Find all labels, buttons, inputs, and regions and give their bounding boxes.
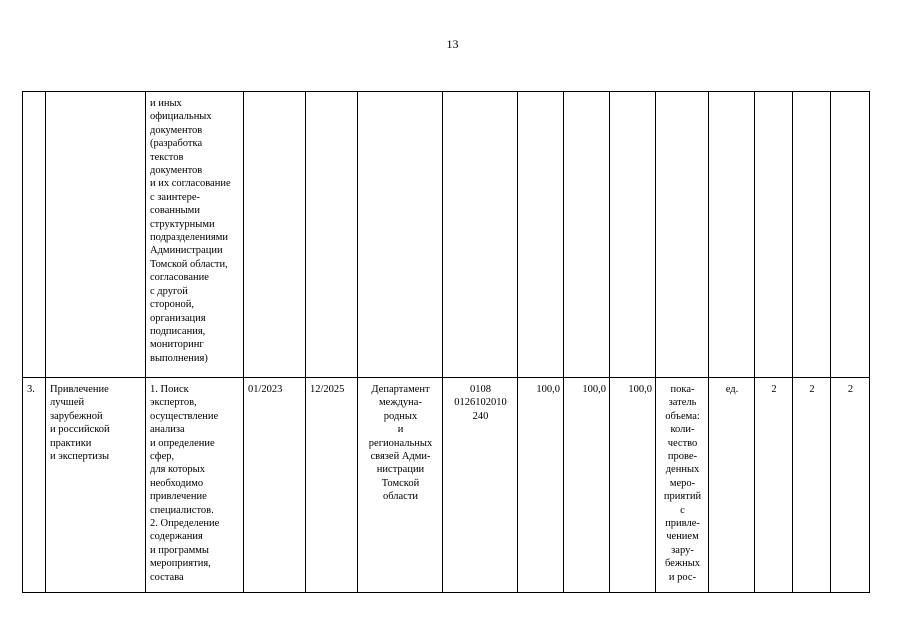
table-row	[23, 92, 870, 378]
empty-cell	[518, 92, 564, 378]
unit-cell: ед.	[709, 378, 755, 593]
executor-cell: Департамент междуна- родных и региональных связей Адми- нистрации Томской области	[358, 378, 443, 593]
empty-cell	[709, 92, 755, 378]
end-date-cell: 12/2025	[306, 378, 358, 593]
program-measures-table	[22, 91, 870, 593]
funding-value-cell: 100,0	[610, 378, 656, 593]
target-value-cell: 2	[793, 378, 831, 593]
empty-cell	[244, 92, 306, 378]
page-number: 13	[446, 37, 459, 51]
empty-cell	[831, 92, 870, 378]
empty-cell	[755, 92, 793, 378]
empty-cell	[610, 92, 656, 378]
empty-cell	[443, 92, 518, 378]
funding-value-cell: 100,0	[564, 378, 610, 593]
actions-cell: 1. Поиск экспертов, осуществление анализа и определение сфер, для которых необходимо привлечение специалистов. 2. Определение содержания и программы мероприятия, состава	[146, 378, 244, 593]
table-row	[23, 378, 870, 593]
indicator-cell: пока- затель объема: коли- чество прове- денных меро- приятий с привле- чением зару- бежных и рос-	[656, 378, 709, 593]
row-number-cell	[23, 92, 46, 378]
measure-name-cell	[46, 92, 146, 378]
funding-value-cell: 100,0	[518, 378, 564, 593]
empty-cell	[306, 92, 358, 378]
empty-cell	[358, 92, 443, 378]
measure-name-cell: Привлечение лучшей зарубежной и российской практики и экспертизы	[46, 378, 146, 593]
row-number-cell: 3.	[23, 378, 46, 593]
target-value-cell: 2	[831, 378, 870, 593]
target-value-cell: 2	[755, 378, 793, 593]
empty-cell	[564, 92, 610, 378]
empty-cell	[656, 92, 709, 378]
actions-cell: и иных официальных документов (разработка текстов документов и их согласование с заинтере- сованными структурными подразделениями Администрации Томской области, согласование с другой стороной, организация подписания, мониторинг выполнения)	[146, 92, 244, 378]
empty-cell	[793, 92, 831, 378]
start-date-cell: 01/2023	[244, 378, 306, 593]
budget-code-cell: 0108 0126102010 240	[443, 378, 518, 593]
